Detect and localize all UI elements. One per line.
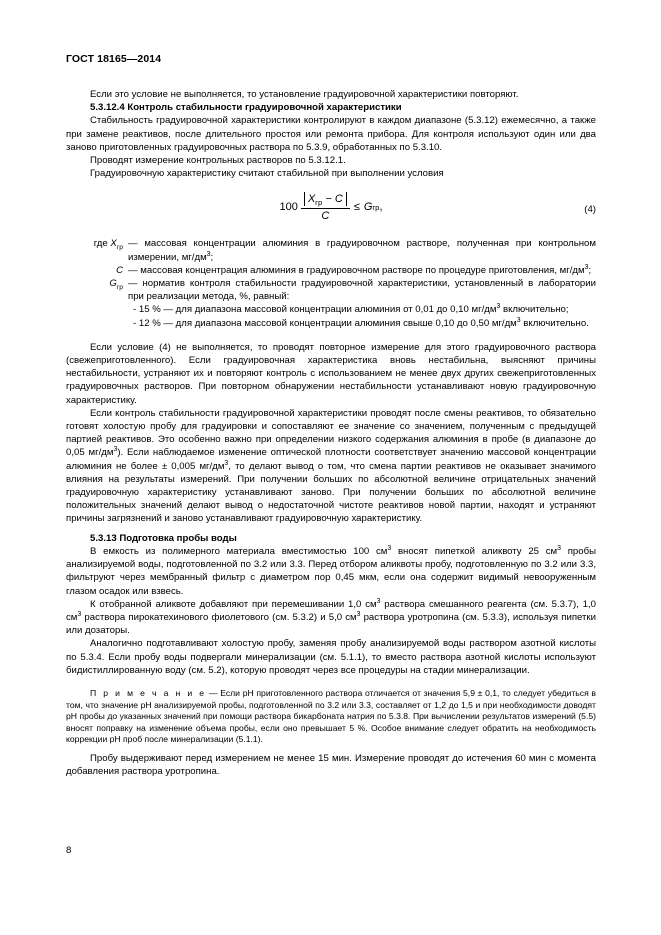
formula-trailing-comma: , <box>379 201 383 214</box>
note-paragraph: П р и м е ч а н и е — Если рН приготовленного раствора отличается от значения 5,9 ± 0,1, то следует убедиться в том, что значение рН анализируемой пробы, подготовленной по 3.2 или 3.3, составляет от 1,2 до 1,5 и при необходимости доводят рН пробы до указанных значений при помощи раствора бикарбоната натрия по 5.3.8. При вычислении результатов измерений (5.5) вносят поправку на изменение объема пробы, если оно превышает 5 %. Особое внимание следует обратить на необходимость коррекции рН проб после минерализации (5.1.1). <box>66 687 596 745</box>
unit-exponent: 3 <box>496 303 501 311</box>
equation-number: (4) <box>584 204 596 216</box>
definition-dash-c: — <box>128 264 138 276</box>
formula-relation: ≤ <box>353 201 360 214</box>
unit-exponent: 3 <box>356 610 361 618</box>
definition-symbol-x-subscript: гр <box>116 244 123 252</box>
formula-numerator <box>301 192 350 208</box>
formula-fraction <box>301 192 350 222</box>
paragraph-measure-control-solutions: Проводят измерение контрольных растворов по 5.3.12.1. <box>90 155 346 167</box>
formula-4: 100 $\frac{X_{гр} - C}{C}$ ≤ G гр , <box>279 193 383 222</box>
paragraph-sample-hold-time: Пробу выдерживают перед измерением не менее 15 мин. Измерение проводят до истечения 60 мин с момента добавления раствора уротропина. <box>66 752 596 778</box>
paragraph-condition-repeat: Если это условие не выполняется, то установление градуировочной характеристики повторяют. <box>90 89 519 100</box>
unit-exponent: 3 <box>557 544 561 552</box>
definition-term-c <box>66 264 128 277</box>
heading-5-3-13: 5.3.13 Подготовка пробы воды <box>90 532 237 544</box>
running-header: ГОСТ 18165—2014 <box>66 53 162 65</box>
formula-factor: 100 <box>279 201 298 214</box>
page-content <box>66 88 596 778</box>
formula-var-x-subscript: гр <box>315 198 323 208</box>
paragraph-sample-prep-2: К отобранной аликвоте добавляют при перемешивании 1,0 $см^3$ раствора смешанного реагента (см. 5.3.7), 1,0 $см^3$ раствора пирокатехинового фиолетового (см. 5.3.2) и 5,0 $см^3$ раствора уротропина (см. 5.3.3), используя пипетки или дозаторы. <box>66 597 596 637</box>
definition-item-c <box>66 264 596 277</box>
formula-var-c: C <box>334 193 343 206</box>
definition-symbol-g-subscript: гр <box>116 283 123 291</box>
definition-dash-g: — <box>128 278 138 290</box>
formula-denominator: C <box>321 209 330 222</box>
definition-text-g: — норматив контроля стабильности градуировочной характеристики, установленный в лаборатории при реализации метода, %, равный: <box>128 278 596 303</box>
absolute-value-bars <box>304 192 347 206</box>
definition-item-x <box>66 237 596 263</box>
note-dash: — <box>208 687 218 698</box>
paragraph-condition-4-failed: Если условие (4) не выполняется, то проводят повторное измерение для этого градуировочного раствора (свежеприготовленного). Если градуировочная характеристика вновь нестабильна, выясняют причины нестабильности, устраняют их и повторяют контроль с использованием не менее двух других свежеприготовленных градуировочных растворов. При повторном обнаружении нестабильности устанавливают новую градуировочную характеристику. <box>66 341 596 406</box>
note-block <box>66 688 596 746</box>
definition-sub-items <box>133 303 596 329</box>
definition-symbol-c: C <box>116 264 123 276</box>
definition-symbol-g: G <box>109 278 117 290</box>
definition-dash-x: — <box>128 238 138 250</box>
definition-range-item-15: - 15 % — для диапазона массовой концентрации алюминия от 0,01 до 0,10 $мг/дм^3$ включительно; <box>133 303 569 316</box>
unit-exponent: 3 <box>206 250 211 258</box>
definition-range-item-12: - 12 % — для диапазона массовой концентрации алюминия свыше 0,10 до 0,50 $мг/дм^3$ включительно. <box>133 316 589 329</box>
paragraph-stability-control: Стабильность градуировочной характеристики контролируют в каждом диапазоне (5.3.12) ежемесячно, а также при замене реактивов, после длительного простоя или ремонта прибора. Для контроля используют один или два заново приготовленных градуировочных раствора по 5.3.9, обработанных по 5.3.10. <box>66 115 596 153</box>
note-label: П р и м е ч а н и е <box>90 687 207 698</box>
paragraph-sample-prep-3: Аналогично подготавливают холостую пробу, заменяя пробу анализируемой воды раствором азотной кислоты по 5.3.4. Если пробу воды подвергали минерализации (см. 5.1.1), то вместо раствора азотной кислоты используют бидистиллированную воду (см. 5.2), которую проводят через все процедуры на стадии минерализации. <box>66 638 596 676</box>
definition-item-g <box>66 277 596 303</box>
heading-5-3-12-4: 5.3.12.4 Контроль стабильности градуировочной характеристики <box>90 102 402 114</box>
definitions-lead: где <box>93 238 108 250</box>
paragraph-stability-condition: Градуировочную характеристику считают стабильной при выполнении условия <box>90 168 444 180</box>
spacer <box>66 330 596 341</box>
definition-text-c: — массовая концентрация алюминия в градуировочном растворе по процедуре приготовления, $мг/дм^3$; <box>128 263 592 276</box>
formula-var-g: G <box>363 201 373 214</box>
paragraph-reagent-change: Если контроль стабильности градуировочной характеристики проводят после смены реактивов, то обязательно готовят холостую пробу для градуировки и сопоставляют ее значение со значением, полученным с предыдущей партией реактивов. Это особенно важно при определении низкого содержания алюминия в пробе (в диапазоне до 0,05 $мг/дм^3$). Если наблюдаемое изменение оптической плотности соответствует значению массовой концентрации алюминия не более ± 0,005 $мг/дм^3$, то делают вывод о том, что смена партии реактивов не оказывает значимого влияния на результаты измерений. При получении больших по абсолютной величине отрицательных значений градуировочную характеристику устанавливают заново. При получении больших по абсолютной величине положительных значений делают вывод о недостаточной чистоте реактивов новой партии, находят и устраняют причины загрязнений и заново устанавливают градуировочную характеристику. <box>66 407 597 525</box>
unit-exponent: 3 <box>113 446 118 454</box>
formula-var-x: X <box>307 193 316 206</box>
paragraph-sample-prep-1: В емкость из полимерного материала вместимостью 100 $см^3$ вносят пипеткой аликвоту 25 $см^3$ пробы анализируемой воды, подготовленной по 3.2 или 3.3. Перед отбором аликвоты пробу, подготовленную по 3.2 или 3.3, фильтруют через мембранный фильтр с диаметром пор 0,45 мкм, если она содержит видимый невооруженным глазом осадок или взвесь. <box>66 544 596 597</box>
formula-minus: − <box>325 193 332 206</box>
unit-exponent: 3 <box>77 610 82 618</box>
unit-exponent: 3 <box>224 459 229 467</box>
formula-block <box>66 192 596 226</box>
definition-symbol-x: X <box>110 238 117 250</box>
unit-exponent: 3 <box>387 544 392 552</box>
definitions-list <box>66 237 596 329</box>
page-number: 8 <box>66 845 72 856</box>
unit-exponent: 3 <box>584 263 589 271</box>
unit-exponent: 3 <box>516 316 521 324</box>
definition-term-g <box>66 277 128 290</box>
definition-text-x: — массовая концентрации алюминия в градуировочном растворе, полученная при контрольном измерении, $мг/дм^3$; <box>128 238 596 263</box>
definition-term-x <box>66 237 128 250</box>
unit-exponent: 3 <box>376 597 381 605</box>
